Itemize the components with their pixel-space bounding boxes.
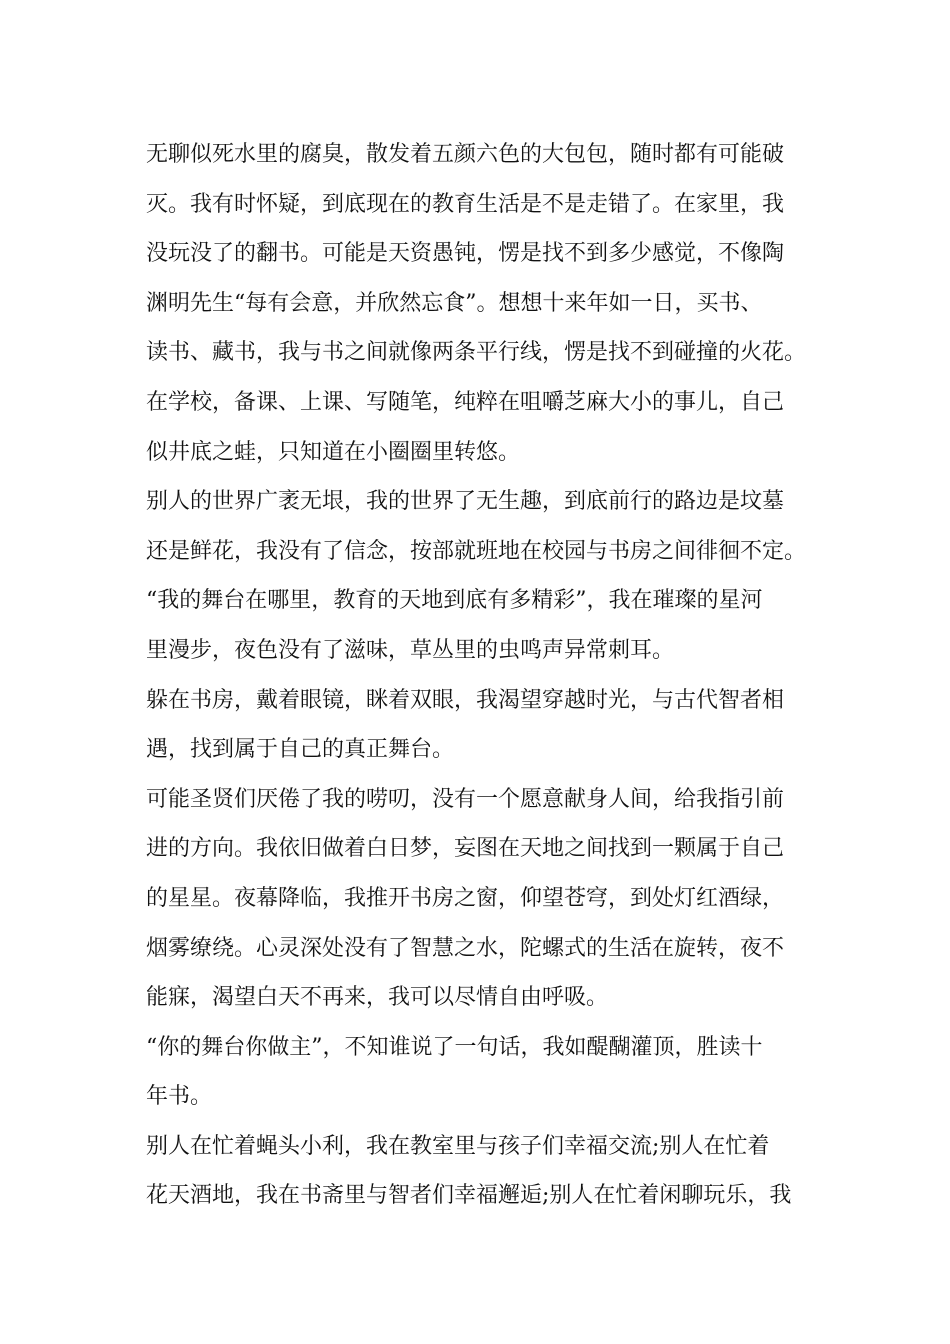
text-line: 遇，找到属于自己的真正舞台。 <box>146 737 455 763</box>
text-line: 花天酒地，我在书斋里与智者们幸福邂逅;别人在忙着闲聊玩乐，我 <box>146 1183 792 1209</box>
text-line: 读书、藏书，我与书之间就像两条平行线，愣是找不到碰撞的火花。 <box>146 340 807 366</box>
text-line: 烟雾缭绕。心灵深处没有了智慧之水，陀螺式的生活在旋转，夜不 <box>146 935 785 961</box>
text-line: 渊明先生“每有会意，并欣然忘食”。想想十来年如一日，买书、 <box>146 290 763 316</box>
text-line: “你的舞台你做主”，不知谁说了一句话，我如醍醐灌顶，胜读十 <box>146 1034 763 1060</box>
text-line: 没玩没了的翻书。可能是天资愚钝，愣是找不到多少感觉，不像陶 <box>146 241 785 267</box>
text-line: 躲在书房，戴着眼镜，眯着双眼，我渴望穿越时光，与古代智者相 <box>146 687 785 713</box>
text-line: 还是鲜花，我没有了信念，按部就班地在校园与书房之间徘徊不定。 <box>146 538 807 564</box>
text-line: 里漫步，夜色没有了滋味，草丛里的虫鸣声异常刺耳。 <box>146 637 675 663</box>
text-line: 可能圣贤们厌倦了我的唠叨，没有一个愿意献身人间，给我指引前 <box>146 786 785 812</box>
text-line: “我的舞台在哪里，教育的天地到底有多精彩”，我在璀璨的星河 <box>146 588 763 614</box>
text-line: 在学校，备课、上课、写随笔，纯粹在咀嚼芝麻大小的事儿，自己 <box>146 389 785 415</box>
text-line: 别人的世界广袤无垠，我的世界了无生趣，到底前行的路边是坟墓 <box>146 489 785 515</box>
text-line: 似井底之蛙，只知道在小圈圈里转悠。 <box>146 439 521 465</box>
text-line: 的星星。夜幕降临，我推开书房之窗，仰望苍穹，到处灯红酒绿， <box>146 885 785 911</box>
text-line: 别人在忙着蝇头小利，我在教室里与孩子们幸福交流;别人在忙着 <box>146 1133 770 1159</box>
text-line: 年书。 <box>146 1084 213 1110</box>
text-line: 进的方向。我依旧做着白日梦，妄图在天地之间找到一颗属于自己 <box>146 836 785 862</box>
essay-text <box>146 130 826 1221</box>
text-line: 能寐，渴望白天不再来，我可以尽情自由呼吸。 <box>146 985 609 1011</box>
text-line: 无聊似死水里的腐臭，散发着五颜六色的大包包，随时都有可能破 <box>146 142 785 167</box>
text-line: 灭。我有时怀疑，到底现在的教育生活是不是走错了。在家里，我 <box>146 191 785 217</box>
